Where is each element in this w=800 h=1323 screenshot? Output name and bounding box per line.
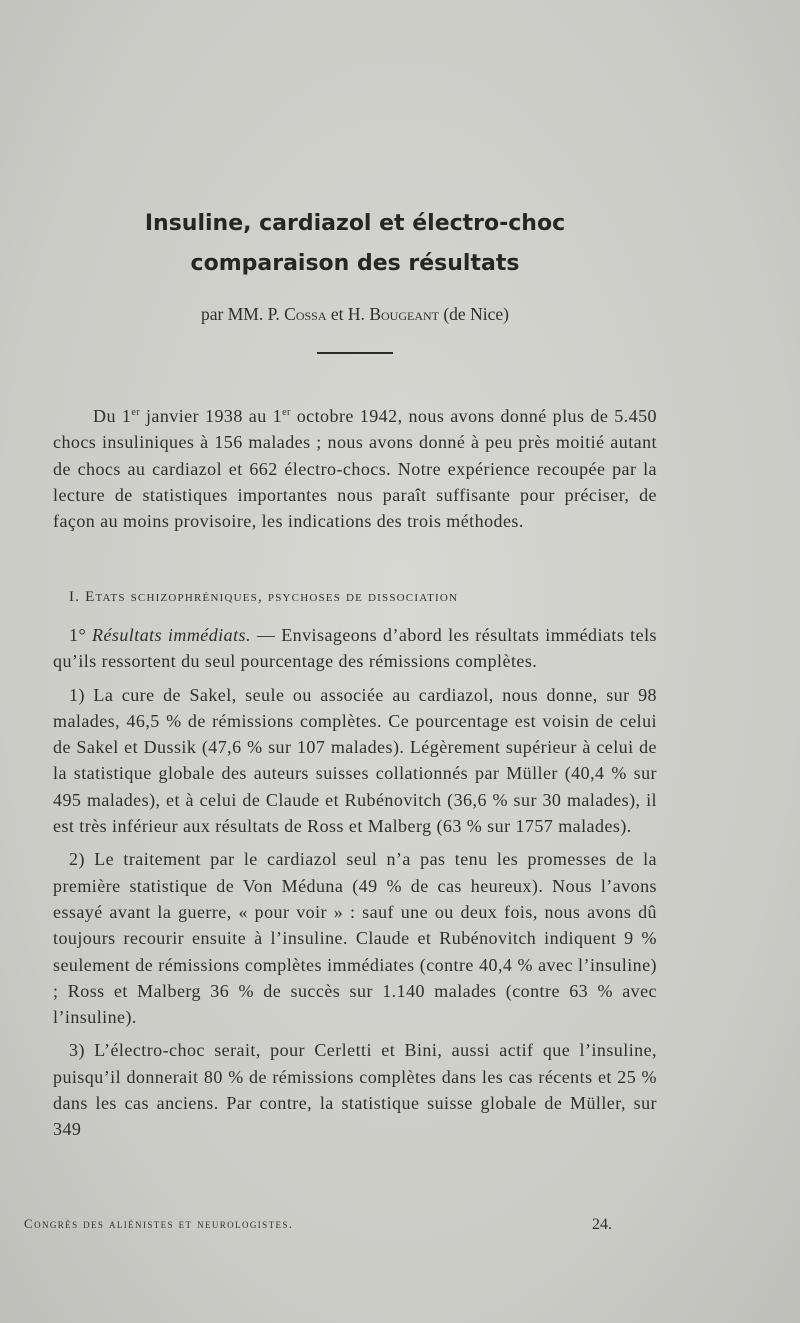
paragraph-cardiazol: 2) Le traitement par le cardiazol seul n’a pas tenu les promesses de la première statistique de Von Méduna (49 % de cas heureux). Nous l’avons essayé avant la guerre, « pour voir » : sauf une ou deux fois, nous avons dû toujours recourir ensuite à l’insuline. Claude et Rubénovitch indiquent 9 % seulement de rémissions complètes immédiates (contre 40,4 % avec l’insuline) ; Ross et Malberg 36 % de succès sur 1.140 malades (contre 63 % avec l’insuline). — [53, 849, 657, 1028]
footer-journal: Congrès des aliénistes et neurologistes. — [24, 1216, 294, 1231]
paragraph-number: 1° — [69, 625, 92, 645]
byline-prefix: par MM. P. — [201, 304, 285, 324]
author-bougeant: Bougeant — [369, 304, 439, 324]
byline-suffix: (de Nice) — [438, 304, 509, 324]
intro-text-a: Du 1 — [93, 406, 132, 426]
article-title-line-1: Insuline, cardiazol et électro-choc — [144, 211, 566, 236]
intro-section — [53, 400, 657, 542]
page-number: 24. — [592, 1216, 612, 1233]
paragraph-sakel: 1) La cure de Sakel, seule ou associée au cardiazol, nous donne, sur 98 malades, 46,5 % de rémissions complètes. Ce pourcentage est voisin de celui de Sakel et Dussik (47,6 % sur 107 malades). Légèrement supérieur à celui de la statistique globale des auteurs suisses collationnés par Müller (40,4 % sur 495 malades), et à celui de Claude et Rubénovitch (36,6 % sur 30 malades), il est très inférieur aux résultats de Ross et Malberg (63 % sur 1757 malades). — [53, 684, 657, 837]
intro-sup-1: er — [131, 407, 140, 418]
paragraph-electrochoc: 3) L’électro-choc serait, pour Cerletti et Bini, aussi actif que l’insuline, puisqu’il donnerait 80 % de rémissions complètes dans les cas récents et 25 % dans les cas anciens. Par contre, la statistique suisse globale de Müller, sur 349 — [53, 1040, 657, 1140]
section-heading: I. Etats schizophréniques, psychoses de dissociation — [69, 589, 459, 605]
intro-text-b: janvier 1938 au 1 — [139, 406, 283, 426]
intro-text-c: octobre 1942, nous avons donné plus de 5.450 chocs insuliniques à 156 malades ; nous avons donné à peu près moitié autant de chocs au cardiazol et 662 électro-chocs. Notre expérience recoupée par la lecture de statistiques importantes nous paraît suffisante pour préciser, de façon au moins provisoire, les indications des trois méthodes. — [53, 406, 657, 532]
body-section — [53, 622, 657, 1150]
title-divider — [317, 352, 393, 354]
paragraph-results-intro — [53, 622, 657, 675]
article-title-line-2: comparaison des résultats — [190, 251, 520, 276]
author-cossa: Cossa — [284, 304, 327, 324]
paragraph-text: — Envisageons d’abord les résultats immédiats tels qu’ils ressortent du seul pourcentage des rémissions complètes. — [53, 625, 657, 672]
intro-paragraph — [53, 400, 657, 534]
byline — [53, 304, 657, 325]
byline-mid: et H. — [326, 304, 370, 324]
page-footer — [24, 1216, 642, 1232]
subheading-italic: Résultats immédiats. — [92, 625, 251, 645]
intro-sup-2: er — [282, 407, 291, 418]
